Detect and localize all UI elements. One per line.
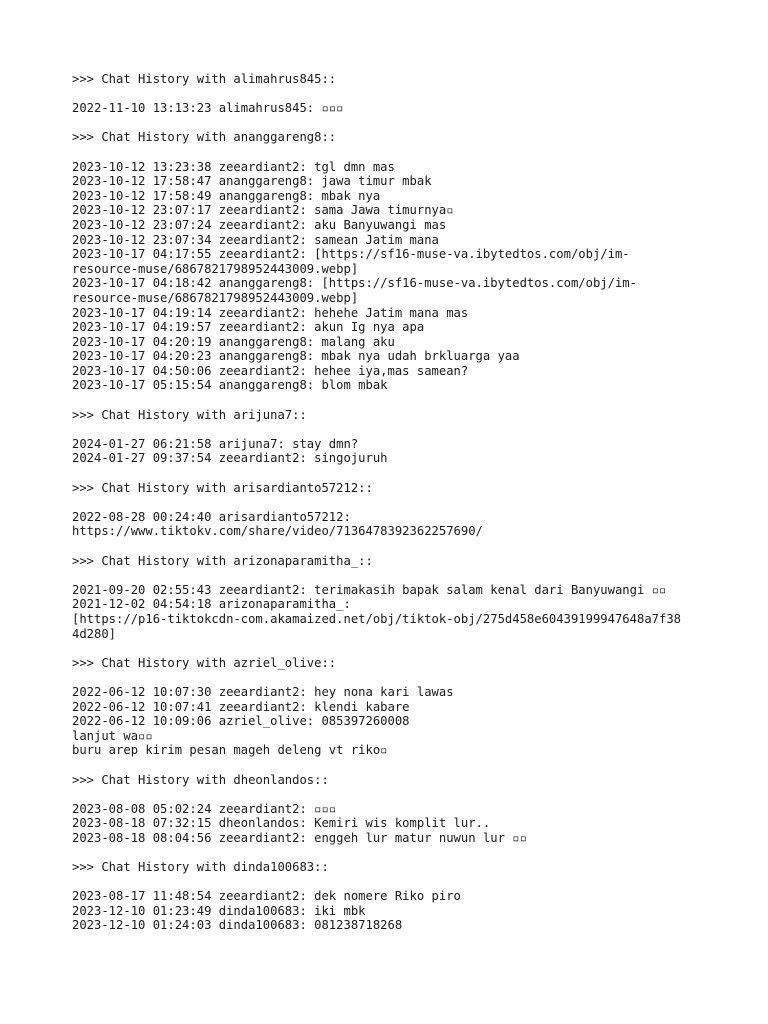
chat-section (72, 72, 712, 116)
message-line: 2023-10-17 05:15:54 ananggareng8: blom mbak (72, 378, 388, 393)
message-line: 2023-12-10 01:24:03 dinda100683: 081238718268 (72, 918, 403, 933)
message-line: 2024-01-27 06:21:58 arijuna7: stay dmn? (72, 436, 359, 451)
message-list (72, 101, 712, 116)
message-list (72, 889, 712, 933)
chat-section-header: >>> Chat History with dinda100683:: (72, 860, 329, 875)
message-line: 2023-10-17 04:19:57 zeeardiant2: akun Ig nya apa (72, 320, 425, 335)
message-line: 2023-10-12 17:58:47 ananggareng8: jawa timur mbak (72, 174, 432, 189)
message-line: 2022-11-10 13:13:23 alimahrus845: ▫▫▫ (72, 101, 344, 116)
message-line: 2023-10-17 04:19:14 zeeardiant2: hehehe Jatim mana mas (72, 305, 469, 320)
chat-section-header: >>> Chat History with arijuna7:: (72, 407, 307, 422)
message-line: 2023-10-17 04:20:19 ananggareng8: malang aku (72, 334, 395, 349)
message-line: 2023-12-10 01:23:49 dinda100683: iki mbk (72, 903, 366, 918)
message-line: 2023-08-08 05:02:24 zeeardiant2: ▫▫▫ (72, 801, 337, 816)
message-list (72, 685, 712, 758)
message-line: 2023-10-17 04:20:23 ananggareng8: mbak nya udah brkluarga yaa (72, 349, 520, 364)
message-line: 2022-06-12 10:07:30 zeeardiant2: hey nona kari lawas (72, 684, 454, 699)
message-line: 2021-12-02 04:54:18 arizonaparamitha_: [https://p16-tiktokcdn-com.akamaized.net/obj/tiktok-obj/275d458e60439199947648a7f38 4d280] (72, 597, 682, 641)
chat-section-header: >>> Chat History with alimahrus845:: (72, 72, 337, 86)
message-line: 2022-08-28 00:24:40 arisardianto57212: https://www.tiktokv.com/share/video/7136478392362257690/ (72, 509, 483, 539)
message-line: 2023-08-18 07:32:15 dheonlandos: Kemiri wis komplit lur.. (72, 816, 491, 831)
message-list (72, 802, 712, 846)
message-line: 2023-10-12 13:23:38 zeeardiant2: tgl dmn mas (72, 159, 395, 174)
message-line: 2023-10-12 23:07:17 zeeardiant2: sama Jawa timurnya▫ (72, 203, 454, 218)
chat-section-header: >>> Chat History with arisardianto57212:: (72, 480, 373, 495)
message-list (72, 437, 712, 466)
message-line: 2023-10-12 23:07:24 zeeardiant2: aku Banyuwangi mas (72, 217, 447, 232)
message-line: 2023-10-17 04:50:06 zeeardiant2: hehee iya,mas samean? (72, 363, 469, 378)
message-line: 2022-06-12 10:07:41 zeeardiant2: klendi kabare (72, 699, 410, 714)
message-list (72, 583, 712, 641)
message-line: 2023-10-17 04:17:55 zeeardiant2: [https://sf16-muse-va.ibytedtos.com/obj/im- resource-muse/6867821798952443009.webp] (72, 247, 630, 276)
message-line: 2023-10-17 04:18:42 ananggareng8: [https://sf16-muse-va.ibytedtos.com/obj/im- resource-muse/6867821798952443009.webp] (72, 276, 637, 305)
message-line: 2023-10-12 23:07:34 zeeardiant2: samean Jatim mana (72, 232, 439, 247)
message-list (72, 160, 712, 394)
chat-section (72, 656, 712, 758)
chat-section (72, 554, 712, 642)
chat-history-document (72, 72, 712, 948)
message-line: 2021-09-20 02:55:43 zeeardiant2: terimakasih bapak salam kenal dari Banyuwangi ▫▫ (72, 582, 667, 597)
message-line: 2023-08-18 08:04:56 zeeardiant2: enggeh lur matur nuwun lur ▫▫ (72, 830, 527, 845)
chat-section-header: >>> Chat History with ananggareng8:: (72, 130, 337, 145)
chat-section-header: >>> Chat History with arizonaparamitha_:: (72, 553, 373, 568)
chat-section (72, 408, 712, 466)
chat-section (72, 130, 712, 393)
chat-section (72, 773, 712, 846)
message-line: 2023-10-12 17:58:49 ananggareng8: mbak nya (72, 188, 381, 203)
chat-section (72, 481, 712, 539)
message-line: 2022-06-12 10:09:06 azriel_olive: 085397260008 lanjut wa▫▫ buru arep kirim pesan mageh deleng vt riko▫ (72, 714, 410, 758)
chat-section-header: >>> Chat History with azriel_olive:: (72, 655, 337, 670)
message-line: 2024-01-27 09:37:54 zeeardiant2: singojuruh (72, 451, 388, 466)
chat-section (72, 860, 712, 933)
chat-section-header: >>> Chat History with dheonlandos:: (72, 772, 329, 787)
message-list (72, 510, 712, 539)
message-line: 2023-08-17 11:48:54 zeeardiant2: dek nomere Riko piro (72, 889, 461, 904)
